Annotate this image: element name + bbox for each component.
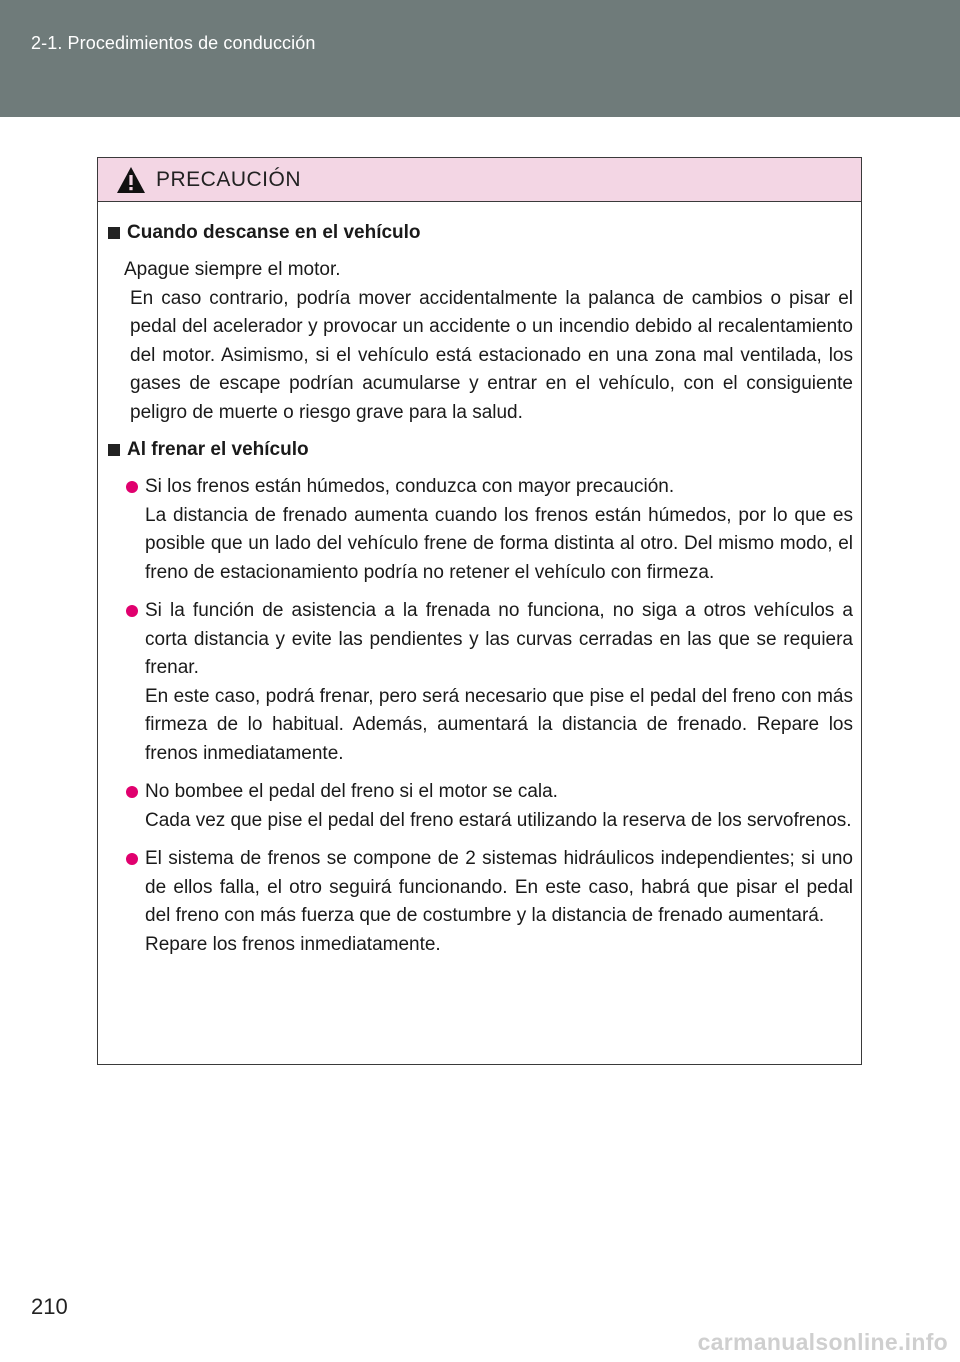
section-resting: [108, 220, 853, 427]
section-text: En caso contrario, podría mover accidentalmente la palanca de cambios o pisar el pedal del acelerador y provocar un accidente o un incendio debido al recalentamiento del motor. Asimismo, si el vehículo está estacionado en una zona mal ventilada, los gases de escape podrían acumularse y entrar en el vehículo, con el consiguiente peligro de muerte o riesgo grave para la salud.: [130, 287, 853, 423]
dot-bullet-icon: [126, 786, 138, 798]
list-item: [108, 845, 853, 959]
bullet-line: No bombee el pedal del freno si el motor se cala.: [145, 781, 558, 802]
caution-header: [98, 158, 861, 202]
section-heading: [108, 437, 853, 463]
bullet-line: La distancia de frenado aumenta cuando los frenos están húmedos, por lo que es posible que un lado del vehículo frene de forma distinta al otro. Del mismo modo, el freno de estacionamiento podría no retener el vehículo con firmeza.: [145, 504, 853, 583]
list-item: [108, 778, 853, 835]
page-number: 210: [31, 1294, 68, 1319]
caution-title: PRECAUCIÓN: [156, 167, 302, 191]
section-heading: [108, 220, 853, 246]
list-item: [108, 473, 853, 587]
section-heading-text: Cuando descanse en el vehículo: [127, 222, 421, 243]
section-lead: Apague siempre el motor.: [124, 259, 341, 280]
section-heading-text: Al frenar el vehículo: [127, 439, 309, 460]
bullet-line: El sistema de frenos se compone de 2 sistemas hidráulicos independientes; si uno de ellos falla, el otro seguirá funcionando. En este caso, habrá que pisar el pedal del freno con más fuerza que de costumbre y la distancia de frenado aumentará.: [145, 848, 853, 926]
bullet-line: Si los frenos están húmedos, conduzca con mayor precaución.: [145, 476, 675, 497]
caution-box: [97, 157, 862, 1065]
list-item: [108, 597, 853, 768]
bullet-line: Si la función de asistencia a la frenada no funciona, no siga a otros vehículos a corta distancia y evite las pendientes y las curvas cerradas en las que se requiera frenar.: [145, 600, 853, 678]
watermark: carmanualsonline.info: [697, 1329, 948, 1355]
bullet-line: Repare los frenos inmediatamente.: [145, 933, 441, 955]
dot-bullet-icon: [126, 481, 138, 493]
page-header: [0, 0, 960, 117]
bullet-line: En este caso, podrá frenar, pero será necesario que pise el pedal del freno con más firmeza de lo habitual. Además, aumentará la distancia de frenado. Repare los frenos inmediatamente.: [145, 685, 853, 764]
dot-bullet-icon: [126, 853, 138, 865]
dot-bullet-icon: [126, 605, 138, 617]
square-bullet-icon: [108, 227, 120, 239]
warning-triangle-icon: [116, 166, 146, 194]
caution-body: [98, 202, 861, 959]
section-title: 2-1. Procedimientos de conducción: [31, 33, 316, 53]
square-bullet-icon: [108, 444, 120, 456]
bullet-line: Cada vez que pise el pedal del freno estará utilizando la reserva de los servofrenos.: [145, 809, 852, 831]
section-braking: [108, 437, 853, 959]
